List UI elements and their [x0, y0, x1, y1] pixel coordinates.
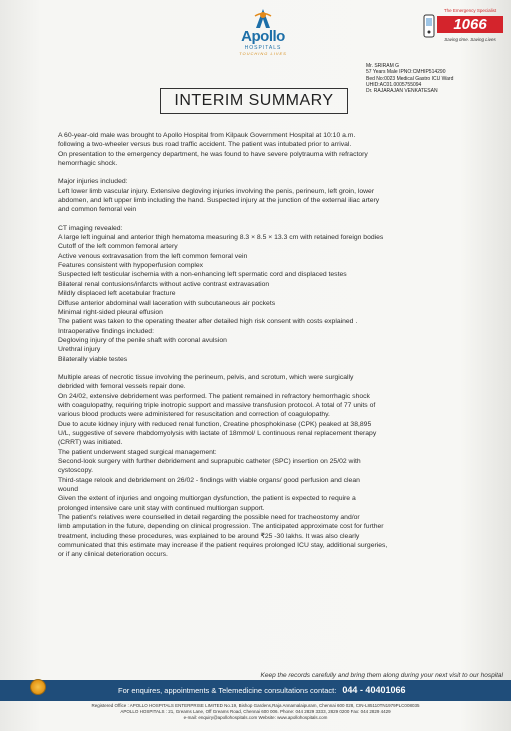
- body-line: Second-look surgery with further debridement and suprapubic catheter (SPC) insertion on 25/02 with: [58, 458, 361, 465]
- body-line: Multiple areas of necrotic tissue involving the perineum, pelvis, and scrotum, which were surgically: [58, 373, 354, 381]
- emergency-tagline: Saving time. Saving Lives: [444, 37, 496, 42]
- body-line: abdomen, and left upper limb including the hand. Suspected injury at the junction of the external iliac artery: [58, 197, 380, 205]
- body-line: Degloving injury of the penile shaft with coronal avulsion: [58, 336, 227, 344]
- registered-office: Registered Office : APOLLO HOSPITALS ENTERPRISE LIMITED No.19, Bishop Gardens,Raja Annamalaipuram, Chennai 600 028, CIN-L85110TN1979PLC008035: [91, 703, 420, 708]
- emergency-number: 1066: [437, 16, 503, 33]
- body-line: Due to acute kidney injury with reduced renal function, Creatine phosphokinase (CPK) peaked at 38,895: [58, 420, 372, 428]
- body-line: Bilateral renal contusions/infarcts without active contrast extravasation: [58, 280, 270, 288]
- body-line: cystoscopy.: [58, 467, 94, 475]
- body-line: Active venous extravasation from the left common femoral vein: [58, 252, 248, 260]
- body-line: hemorrhagic shock.: [58, 160, 118, 168]
- brand-tagline: TOUCHING LIVES: [239, 51, 287, 56]
- apollo-logo-icon: [252, 8, 274, 30]
- patient-doctor: Dr. RAJARAJAN VENKATESAN: [366, 88, 438, 95]
- body-line: treatment, including these procedures, was explained to be around ₹25 -30 lakhs. It was also clearly: [58, 532, 360, 540]
- body-line: Major injuries included:: [58, 178, 128, 186]
- apollo-address: APOLLO HOSPITALS : 21, Greams Lane, Off Greams Road, Chennai 600 006. Phone: 044 2829 3333, 2829 0200 Fax: 044 2829 4429: [120, 709, 391, 714]
- footer-note: Keep the records carefully and bring them along during your next visit to our hospital: [260, 672, 503, 679]
- body-line: and common femoral vein: [58, 206, 137, 214]
- contact-label: For enquires, appointments & Telemedicine consultations contact:: [118, 686, 337, 695]
- body-line: Urethral injury: [58, 346, 101, 354]
- brand-name: Apollo: [241, 28, 285, 45]
- body-line: Minimal right-sided pleural effusion: [58, 308, 163, 316]
- emergency-badge: [421, 8, 505, 48]
- patient-uhid: UHID:AC01.0005755094: [366, 81, 422, 88]
- body-line: On 24/02, extensive debridement was performed. The patient remained in refractory hemorrhagic shock: [58, 392, 370, 400]
- footer-address: [0, 703, 511, 721]
- email-website: e-mail: enquiry@apollohospitals.com Website: www.apollohospitals.com: [183, 715, 328, 720]
- patient-label: [366, 63, 504, 94]
- body-line: communicated that this estimate may increase if the patient requires prolonged ICU stay, additional surgeries,: [58, 542, 388, 550]
- body-line: wound: [58, 486, 79, 494]
- body-line: with coagulopathy, requiring triple inotropic support and massive transfusion protocol. A total of 77 units of: [58, 401, 376, 409]
- body-line: A large left inguinal and anterior thigh hematoma measuring 8.3 × 8.5 × 13.3 cm with retained foreign bodies: [58, 234, 384, 242]
- mobile-phone-icon: [423, 14, 435, 38]
- body-line: Mildly displaced left acetabular fracture: [58, 290, 176, 298]
- body-line: Third-stage relook and debridement on 26/02 - findings with viable organs/ good perfusion and clean: [58, 476, 360, 484]
- body-line: (CRRT) was initiated.: [58, 439, 123, 447]
- contact-text: [118, 684, 498, 697]
- body-line: Left lower limb vascular injury. Extensive degloving injuries involving the penis, perineum, left groin, lower: [58, 187, 375, 195]
- body-line: The patient's relatives were counselled in detail regarding the possible need for tracheostomy and/or: [58, 514, 360, 522]
- body-line: various blood products were administered for resuscitation and correction of coagulopathy.: [58, 411, 330, 419]
- body-line: debrided with femoral vessels repair done.: [58, 383, 186, 391]
- page-title: INTERIM SUMMARY: [160, 88, 348, 114]
- body-line: Given the extent of injuries and ongoing multiorgan dysfunction, the patient is expected to require a: [58, 495, 356, 503]
- summary-body: [58, 131, 478, 560]
- body-line: Cutoff of the left common femoral artery: [58, 243, 178, 251]
- body-line: U/L, suggestive of severe rhabdomyolysis with lactate of 18mmol/ L continuous renal replacement therapy: [58, 429, 377, 437]
- body-line: Features consistent with hypoperfusion complex: [58, 262, 204, 270]
- body-line: Diffuse anterior abdominal wall laceration with subcutaneous air pockets: [58, 299, 276, 307]
- brand-sub: HOSPITALS: [244, 45, 282, 51]
- body-line: The patient underwent staged surgical management:: [58, 448, 217, 456]
- contact-number: 044 - 40401066: [342, 685, 406, 695]
- body-line: limb amputation in the future, depending on clinical progression. The anticipated approximate cost for further: [58, 523, 384, 531]
- body-line: prolonged intensive care unit stay with continued multiorgan support.: [58, 504, 265, 512]
- accreditation-seal-icon: [30, 679, 46, 695]
- body-line: Bilaterally viable testes: [58, 355, 128, 363]
- patient-bed: Bed No:0023 Medical Gastro ICU Ward: [366, 75, 454, 82]
- body-line: A 60-year-old male was brought to Apollo Hospital from Kilpauk Government Hospital at 10:10 a.m.: [58, 132, 356, 139]
- body-line: or if any clinical deterioration occurs.: [58, 551, 168, 559]
- body-line: Suspected left testicular ischemia with a non-enhancing left spermatic cord and displaced testes: [58, 271, 347, 279]
- patient-age-ipno: 57 Years Male IPNO:CMHIP514290: [366, 69, 446, 76]
- body-line: The patient was taken to the operating theater after detailed high risk consent with costs explained .: [58, 318, 358, 326]
- body-line: Intraoperative findings included:: [58, 327, 154, 335]
- body-line: On presentation to the emergency department, he was found to have severe polytrauma with refractory: [58, 150, 368, 158]
- emergency-label: The Emergency Specialist: [443, 8, 497, 13]
- patient-name: Mr. SRIRAM G: [366, 63, 400, 69]
- body-line: following a two-wheeler versus bus road traffic accident. The patient was intubated prior to arrival.: [58, 141, 352, 149]
- body-line: CT imaging revealed:: [58, 224, 123, 232]
